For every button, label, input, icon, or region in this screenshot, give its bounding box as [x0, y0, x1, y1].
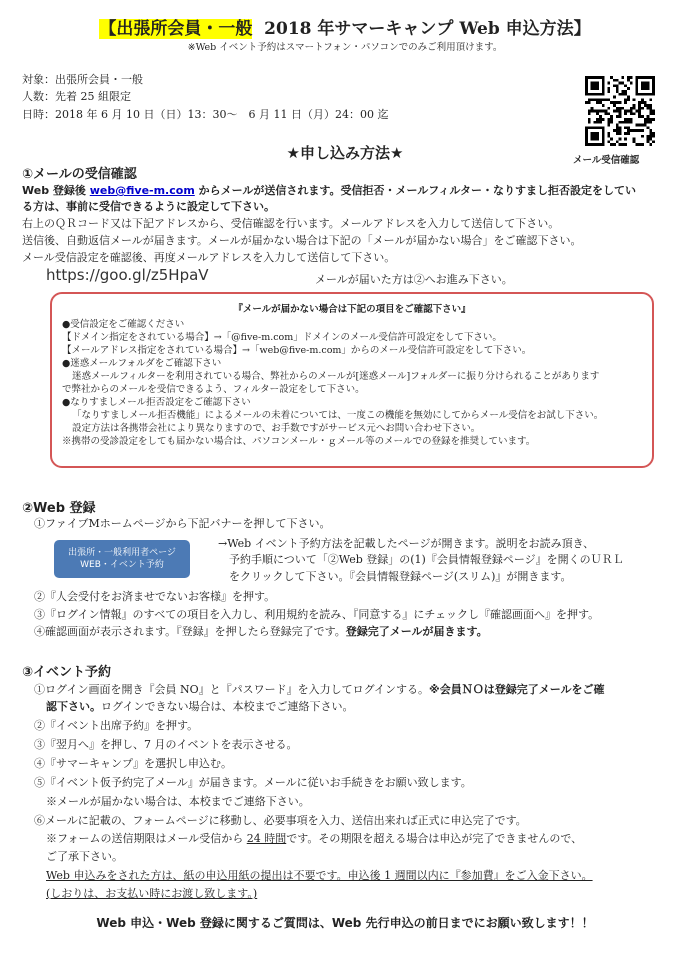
section2-heading: ②Web 登録	[22, 501, 96, 516]
notice-line: 【ドメイン指定をされている場合】→「@five-m.com」ドメインのメール受信許可設定をして下さい。	[62, 332, 502, 343]
info-target: 対象：出張所会員・一般	[22, 73, 143, 86]
notice-line: ※携帯の受診設定をしても届かない場合は、パソコンメール・ｇメール等のメールでの登録を推奨しています。	[62, 436, 536, 447]
info-datetime: 日時：2018 年 6 月 10 日（日）13：30～ 6 月 11 日（月）24：00 迄	[22, 108, 389, 121]
step4-text: ④確認画面が表示されます。『登録』を押したら登録完了です。	[34, 625, 346, 638]
section1-line5: メール受信設定を確認後、再度メールアドレスを入力して送信して下さい。	[22, 251, 396, 264]
notice-lines	[62, 318, 603, 448]
email-link[interactable]: web@five-m.com	[89, 184, 195, 197]
section1-line1	[22, 183, 636, 198]
s1-text-cont: ログインできない場合は、本校までご連絡下さい。	[101, 700, 354, 713]
page-title	[0, 14, 690, 39]
method-heading: ★申し込み方法★	[286, 144, 404, 162]
section2-arrow3: をクリックして下さい。『会員情報登録ページ(スリム)』が開きます。	[229, 570, 572, 583]
s1-bold-cont: 認下さい。	[46, 700, 101, 713]
banner-line1: 出張所・一般利用者ページ	[68, 548, 176, 558]
notice-line: 【メールアドレス指定をされている場合】→「web@five-m.com」からのメール受信許可設定をして下さい。	[62, 345, 532, 356]
section3-step4: ④『サマーキャンプ』を選択し申込む。	[34, 757, 232, 770]
info-count: 人数：先着 25 組限定	[22, 90, 131, 103]
line1-text-b: からメールが送信されます。受信拒否・メールフィルター・なりすまし拒否設定をしてい	[194, 184, 636, 197]
footer-note: Web 申込・Web 登録に関するご質問は、Web 先行申込の前日までにお願い致します！！	[96, 916, 594, 930]
section1-line3: 右上のＱＲコード又は下記アドレスから、受信確認を行います。メールアドレスを入力して送信して下さい。	[22, 217, 560, 230]
mail-arrived-note: メールが届いた方は②へお進み下さい。	[315, 273, 513, 286]
payment-line2: (しおりは、お支払い時にお渡し致します。)	[46, 887, 258, 900]
notice-line: で弊社からのメールを受信できるよう、フィルター設定をして下さい。	[62, 384, 365, 395]
section2-step3: ③『ログイン情報』のすべての項目を入力し、利用規約を読み、『同意する』にチェックし『確認画面へ』を押す。	[34, 608, 600, 621]
step4-bold: 登録完了メールが届きます。	[345, 625, 488, 638]
web-event-banner-button[interactable]	[54, 540, 190, 578]
section3-step1	[34, 682, 605, 697]
qr-code[interactable]	[585, 76, 655, 146]
section1-line2: る方は、事前に受信できるように設定して下さい。	[22, 200, 275, 213]
section3-step6-note-cont: ご了承下さい。	[46, 850, 123, 863]
title-highlight: 【出張所会員・一般	[99, 19, 253, 39]
payment-line1: Web 申込みをされた方は、紙の申込用紙の提出は不要です。申込後 1 週間以内に『参加費』をご入金下さい。	[46, 869, 593, 882]
banner-line2: WEB・イベント予約	[80, 560, 164, 570]
section1-line4: 送信後、自動返信メールが届きます。メールが届かない場合は下記の「メールが届かない場合」をご確認下さい。	[22, 234, 582, 247]
qr-caption: メール受信確認	[573, 155, 640, 166]
title-rest: 2018 年サマーキャンプ Web 申込方法】	[264, 19, 591, 39]
section1-heading: ①メールの受信確認	[22, 167, 137, 182]
section3-step5-note: ※メールが届かない場合は、本校までご連絡下さい。	[46, 795, 310, 808]
section3-step6: ⑥メールに記載の、フォームページに移動し、必要事項を入力、送信出来れば正式に申込完了です。	[34, 814, 527, 827]
notice-line: 設定方法は各携帯会社により異なりますので、お手数ですがサービス元へお問い合わせ下さい。	[72, 423, 481, 434]
section3-step6-note	[46, 831, 582, 846]
section2-arrow2: 予約手順について「②Web 登録」の(1)『会員情報登録ページ』を開くのＵＲＬ	[229, 553, 624, 566]
section3-step2: ②『イベント出席予約』を押す。	[34, 719, 199, 732]
section2-step4	[34, 624, 488, 639]
page-subtitle: ※Web イベント予約はスマートフォン・パソコンでのみご利用頂けます。	[187, 42, 503, 53]
notice-line: 迷惑メールフィルターを利用されている場合、弊社からのメールが[迷惑メール]フォルダーに振り分けられることがあります	[72, 371, 600, 382]
s1-text: ①ログイン画面を開き『会員 NO』と『パスワード』を入力してログインする。	[34, 683, 430, 696]
section3-step1-cont	[46, 699, 353, 714]
s6-note-b: です。その期限を超える場合は申込が完了できませんので、	[286, 832, 583, 845]
section2-arrow1: →Web イベント予約方法を記載したページが開きます。説明をお読み頂き、	[218, 537, 595, 550]
url-link[interactable]: https://goo.gl/z5HpaV	[46, 266, 209, 284]
section2-step1: ①ファイブMホームページから下記バナーを押して下さい。	[34, 517, 331, 530]
notice-line: ●なりすましメール拒否設定をご確認下さい	[62, 397, 251, 408]
notice-line: ●受信設定をご確認ください	[62, 319, 185, 330]
section3-heading: ③イベント予約	[22, 665, 112, 680]
section2-step2: ②『人会受付をお済ませでないお客様』を押す。	[34, 590, 276, 603]
section3-step5: ⑤『イベント仮予約完了メール』が届きます。メールに従いお手続きをお願い致します。	[34, 776, 472, 789]
notice-title: 『メールが届かない場合は下記の項目をご確認下さい』	[233, 304, 471, 315]
notice-line: ●迷惑メールフォルダをご確認下さい	[62, 358, 222, 369]
line1-text-a: Web 登録後	[22, 184, 90, 197]
notice-line: 「なりすましメール拒否機能」によるメールの未着については、一度この機能を無効にしてからメール受信をお試し下さい。	[72, 410, 604, 421]
s6-note-deadline: 24 時間	[246, 832, 287, 845]
s1-bold: ※会員ＮＯは登録完了メールをご確	[429, 683, 605, 696]
section3-step3: ③『翌月へ』を押し、7 月のイベントを表示させる。	[34, 738, 298, 751]
s6-note-a: ※フォームの送信期限はメール受信から	[46, 832, 247, 845]
